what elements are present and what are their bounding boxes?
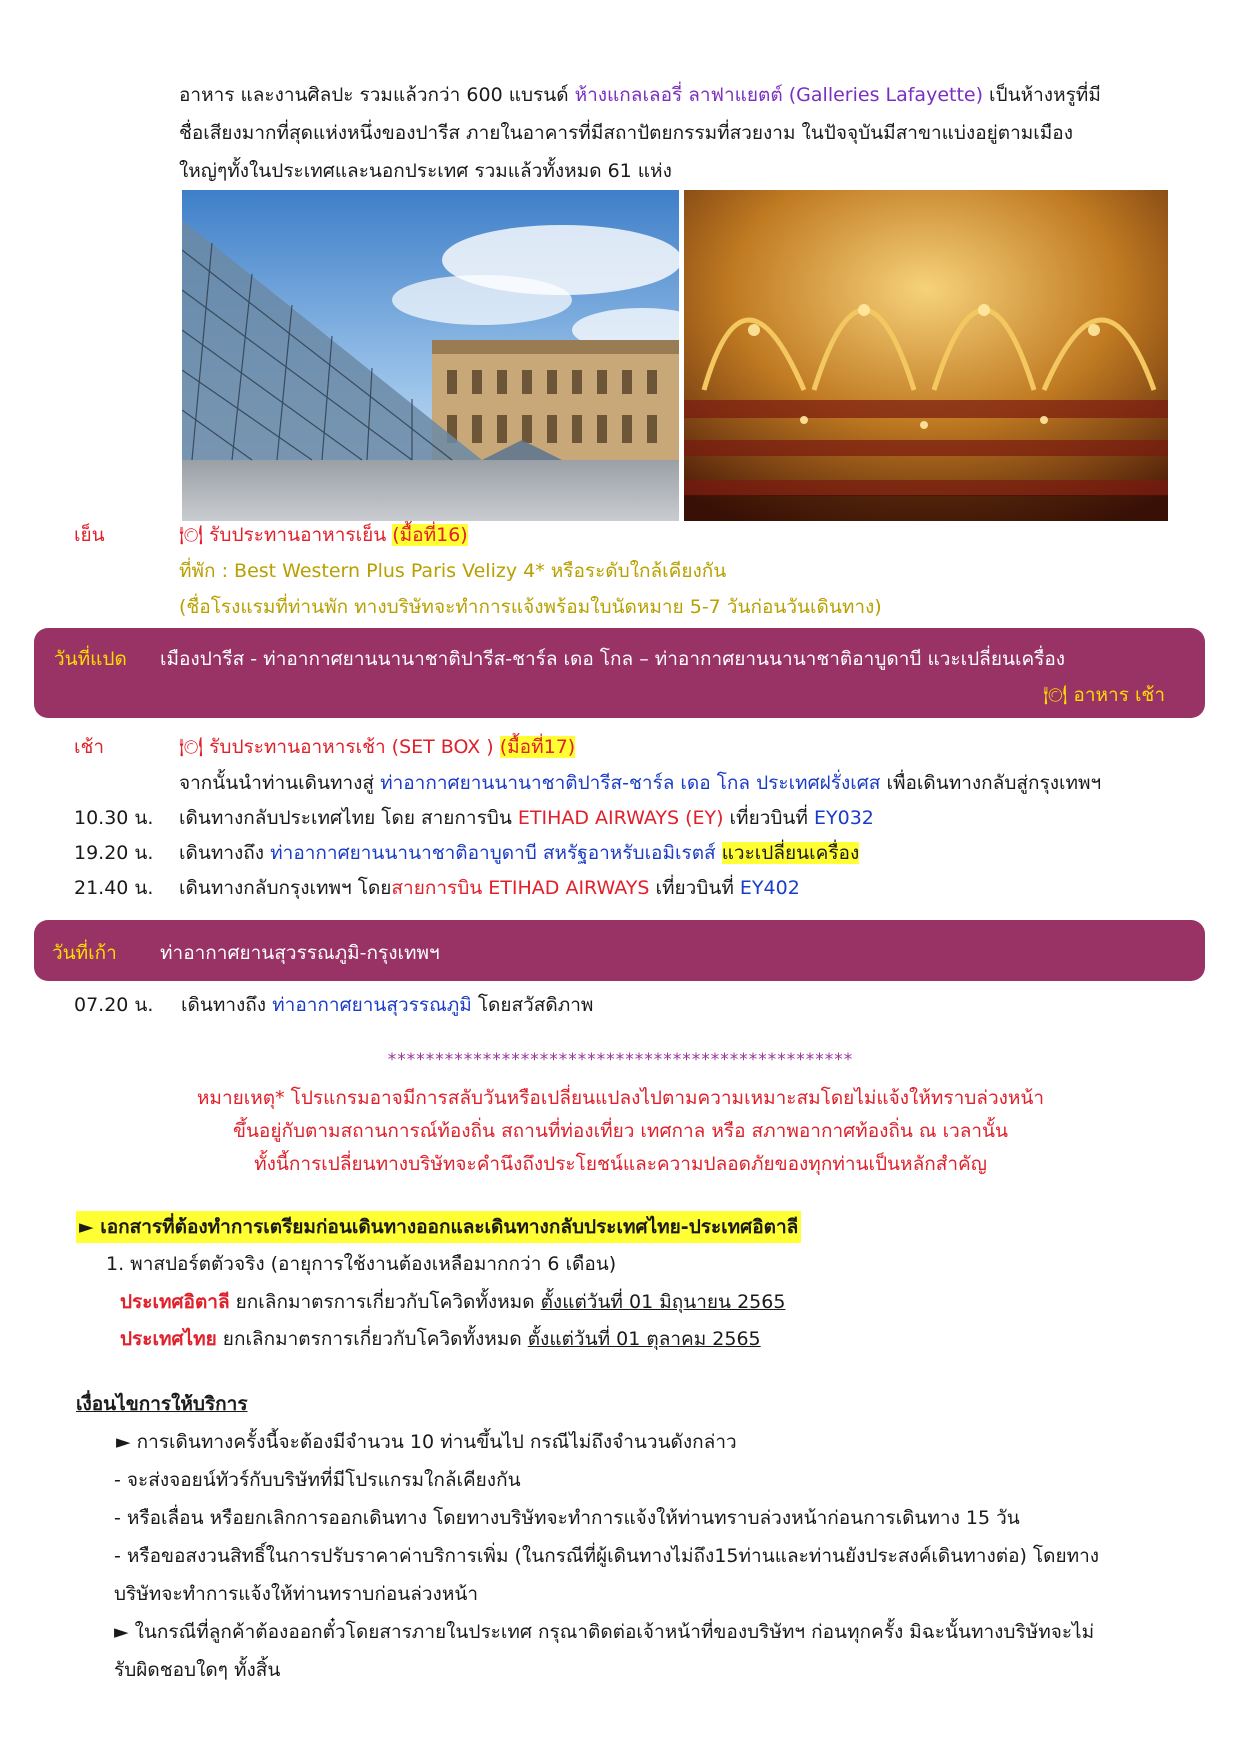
- cdg-airport-name: ท่าอากาศยานนานาชาติปารีส-ชาร์ล เดอ โกล ประเทศฝรั่งเศส: [380, 772, 881, 794]
- italy-requirement: [120, 1287, 785, 1317]
- schedule-text: เดินทางกลับประเทศไทย โดย สายการบิน: [179, 807, 518, 829]
- documents-heading: ► เอกสารที่ต้องทำการเตรียมก่อนเดินทางออกและเดินทางกลับประเทศไทย-ประเทศอิตาลี: [76, 1211, 801, 1243]
- thailand-label: ประเทศไทย: [120, 1328, 217, 1350]
- day9-header-bar: [34, 920, 1205, 981]
- italy-date: ตั้งแต่วันที่ 01 มิถุนายน 2565: [540, 1291, 786, 1313]
- italy-text: ยกเลิกมาตรการเกี่ยวกับโควิดทั้งหมด: [229, 1291, 541, 1313]
- transfer-line: [179, 768, 1101, 798]
- notes-line-1: หมายเหตุ* โปรแกรมอาจมีการสลับวันหรือเปลี่ยนแปลงไปตามความเหมาะสมโดยไม่แจ้งให้ทราบล่วงหน้า: [196, 1087, 1045, 1109]
- day8-meals: [1043, 680, 1165, 710]
- schedule-text: [716, 842, 722, 864]
- galleries-lafayette-link: ห้างแกลเลอรี่ ลาฟาแยตต์ (Galleries Lafayette): [574, 84, 984, 106]
- hotel-line: ที่พัก : Best Western Plus Paris Velizy 4* หรือระดับใกล้เคียงกัน: [179, 560, 727, 582]
- notes-separator: *************************************************: [387, 1050, 854, 1070]
- louvre-pyramid-photo: [182, 190, 679, 521]
- day8-header-bar: [34, 628, 1205, 718]
- meal-icon: 🍽: [179, 524, 204, 546]
- condition-line: ► ในกรณีที่ลูกค้าต้องออกตั๋วโดยสารภายในประเทศ กรุณาติดต่อเจ้าหน้าที่ของบริษัทฯ ก่อนทุกครั้ง มิฉะนั้นทางบริษัทจะไม่: [114, 1621, 1095, 1643]
- schedule-text: เดินทางกลับกรุงเทพฯ โดย: [179, 877, 392, 899]
- condition-line: บริษัทจะทำการแจ้งให้ท่านทราบก่อนล่วงหน้า: [114, 1583, 478, 1605]
- day8-title: เมืองปารีส - ท่าอากาศยานนานาชาติปารีส-ชาร์ล เดอ โกล – ท่าอากาศยานนานาชาติอาบูดาบี แวะเปลี่ยนเครื่อง: [160, 648, 1066, 670]
- schedule-text: เที่ยวบินที่: [723, 807, 814, 829]
- schedule-row: [179, 873, 800, 903]
- breakfast-time: เช้า: [74, 736, 105, 758]
- intro-text: อาหาร และงานศิลปะ รวมแล้วกว่า 600 แบรนด์: [179, 84, 575, 106]
- dinner-time: เย็น: [74, 524, 105, 546]
- condition-line: - หรือขอสงวนสิทธิ์ในการปรับราคาค่าบริการเพิ่ม (ในกรณีที่ผู้เดินทางไม่ถึง15ท่านและท่านยังประสงค์เดินทางต่อ) โดยทาง: [114, 1545, 1100, 1567]
- notes-line-2: ขึ้นอยู่กับตามสถานการณ์ท้องถิ่น สถานที่ท่องเที่ยว เทศกาล หรือ สภาพอากาศท้องถิ่น ณ เวลานั้น: [232, 1120, 1009, 1142]
- conditions-heading: เงื่อนไขการให้บริการ: [76, 1393, 248, 1415]
- meal-icon: 🍽: [1043, 684, 1068, 706]
- italy-label: ประเทศอิตาลี: [120, 1291, 230, 1313]
- dinner-line: [179, 520, 468, 550]
- schedule-text: เที่ยวบินที่: [649, 877, 740, 899]
- dinner-text: รับประทานอาหารเย็น: [209, 524, 393, 546]
- arrival-text: เดินทางถึง: [181, 994, 273, 1016]
- flight-number: EY402: [739, 877, 800, 899]
- transfer-text: จากนั้นนำท่านเดินทางสู่: [179, 772, 381, 794]
- condition-line: รับผิดชอบใดๆ ทั้งสิ้น: [114, 1659, 281, 1681]
- condition-line: ► การเดินทางครั้งนี้จะต้องมีจำนวน 10 ท่านขึ้นไป กรณีไม่ถึงจำนวนดังกล่าว: [116, 1431, 737, 1453]
- arrival-text: โดยสวัสดิภาพ: [471, 994, 594, 1016]
- thailand-text: ยกเลิกมาตรการเกี่ยวกับโควิดทั้งหมด: [216, 1328, 528, 1350]
- meal-icon: 🍽: [179, 736, 204, 758]
- thailand-date: ตั้งแต่วันที่ 01 ตุลาคม 2565: [527, 1328, 761, 1350]
- transfer-text: เพื่อเดินทางกลับสู่กรุงเทพฯ: [880, 772, 1102, 794]
- intro-line-2: ชื่อเสียงมากที่สุดแห่งหนึ่งของปารีส ภายในอาคารที่มีสถาปัตยกรรมที่สวยงาม ในปัจจุบันมีสาขาแบ่งอยู่ตามเมือง: [179, 122, 1073, 144]
- abu-dhabi-airport-name: ท่าอากาศยานนานาชาติอาบูดาบี สหรัฐอาหรับเอมิเรตส์: [270, 842, 716, 864]
- documents-item-1: 1. พาสปอร์ตตัวจริง (อายุการใช้งานต้องเหลือมากกว่า 6 เดือน): [106, 1253, 617, 1275]
- airline-name: ETIHAD AIRWAYS (EY): [517, 807, 724, 829]
- day8-meals-text: อาหาร เช้า: [1073, 684, 1165, 706]
- breakfast-line: [179, 732, 575, 762]
- intro-text: เป็นห้างหรูที่มี: [983, 84, 1101, 106]
- transit-note: แวะเปลี่ยนเครื่อง: [721, 842, 860, 864]
- hotel-note: (ชื่อโรงแรมที่ท่านพัก ทางบริษัทจะทำการแจ้งพร้อมใบนัดหมาย 5-7 วันก่อนวันเดินทาง): [179, 596, 882, 618]
- schedule-row: [179, 803, 874, 833]
- day9-label: วันที่เก้า: [52, 942, 117, 964]
- schedule-time: 07.20 น.: [74, 994, 154, 1016]
- suvarnabhumi-airport-name: ท่าอากาศยานสุวรรณภูมิ: [272, 994, 472, 1016]
- breakfast-text: รับประทานอาหารเช้า (SET BOX ): [209, 736, 500, 758]
- intro-line-1: [179, 80, 1101, 110]
- condition-line: - หรือเลื่อน หรือยกเลิกการออกเดินทาง โดยทางบริษัทจะทำการแจ้งให้ท่านทราบล่วงหน้าก่อนการเดินทาง 15 วัน: [114, 1507, 1020, 1529]
- flight-number: EY032: [814, 807, 874, 829]
- condition-line: - จะส่งจอยน์ทัวร์กับบริษัทที่มีโปรแกรมใกล้เคียงกัน: [114, 1469, 521, 1491]
- breakfast-meal-number: (มื้อที่17): [499, 736, 576, 758]
- notes-line-3: ทั้งนี้การเปลี่ยนทางบริษัทจะคำนึงถึงประโยชน์และความปลอดภัยของทุกท่านเป็นหลักสำคัญ: [254, 1153, 987, 1175]
- day9-title: ท่าอากาศยานสุวรรณภูมิ-กรุงเทพฯ: [160, 942, 440, 964]
- airline-name: สายการบิน ETIHAD AIRWAYS: [391, 877, 650, 899]
- galeries-lafayette-interior-photo: [684, 190, 1168, 521]
- arrival-line: [181, 990, 593, 1020]
- schedule-text: เดินทางถึง: [179, 842, 271, 864]
- schedule-time: 10.30 น.: [74, 807, 154, 829]
- schedule-time: 19.20 น.: [74, 842, 154, 864]
- thailand-requirement: [120, 1324, 761, 1354]
- schedule-row: [179, 838, 859, 868]
- day8-label: วันที่แปด: [54, 648, 127, 670]
- schedule-time: 21.40 น.: [74, 877, 154, 899]
- dinner-meal-number: (มื้อที่16): [392, 524, 468, 546]
- intro-line-3: ใหญ่ๆทั้งในประเทศและนอกประเทศ รวมแล้วทั้งหมด 61 แห่ง: [179, 160, 672, 182]
